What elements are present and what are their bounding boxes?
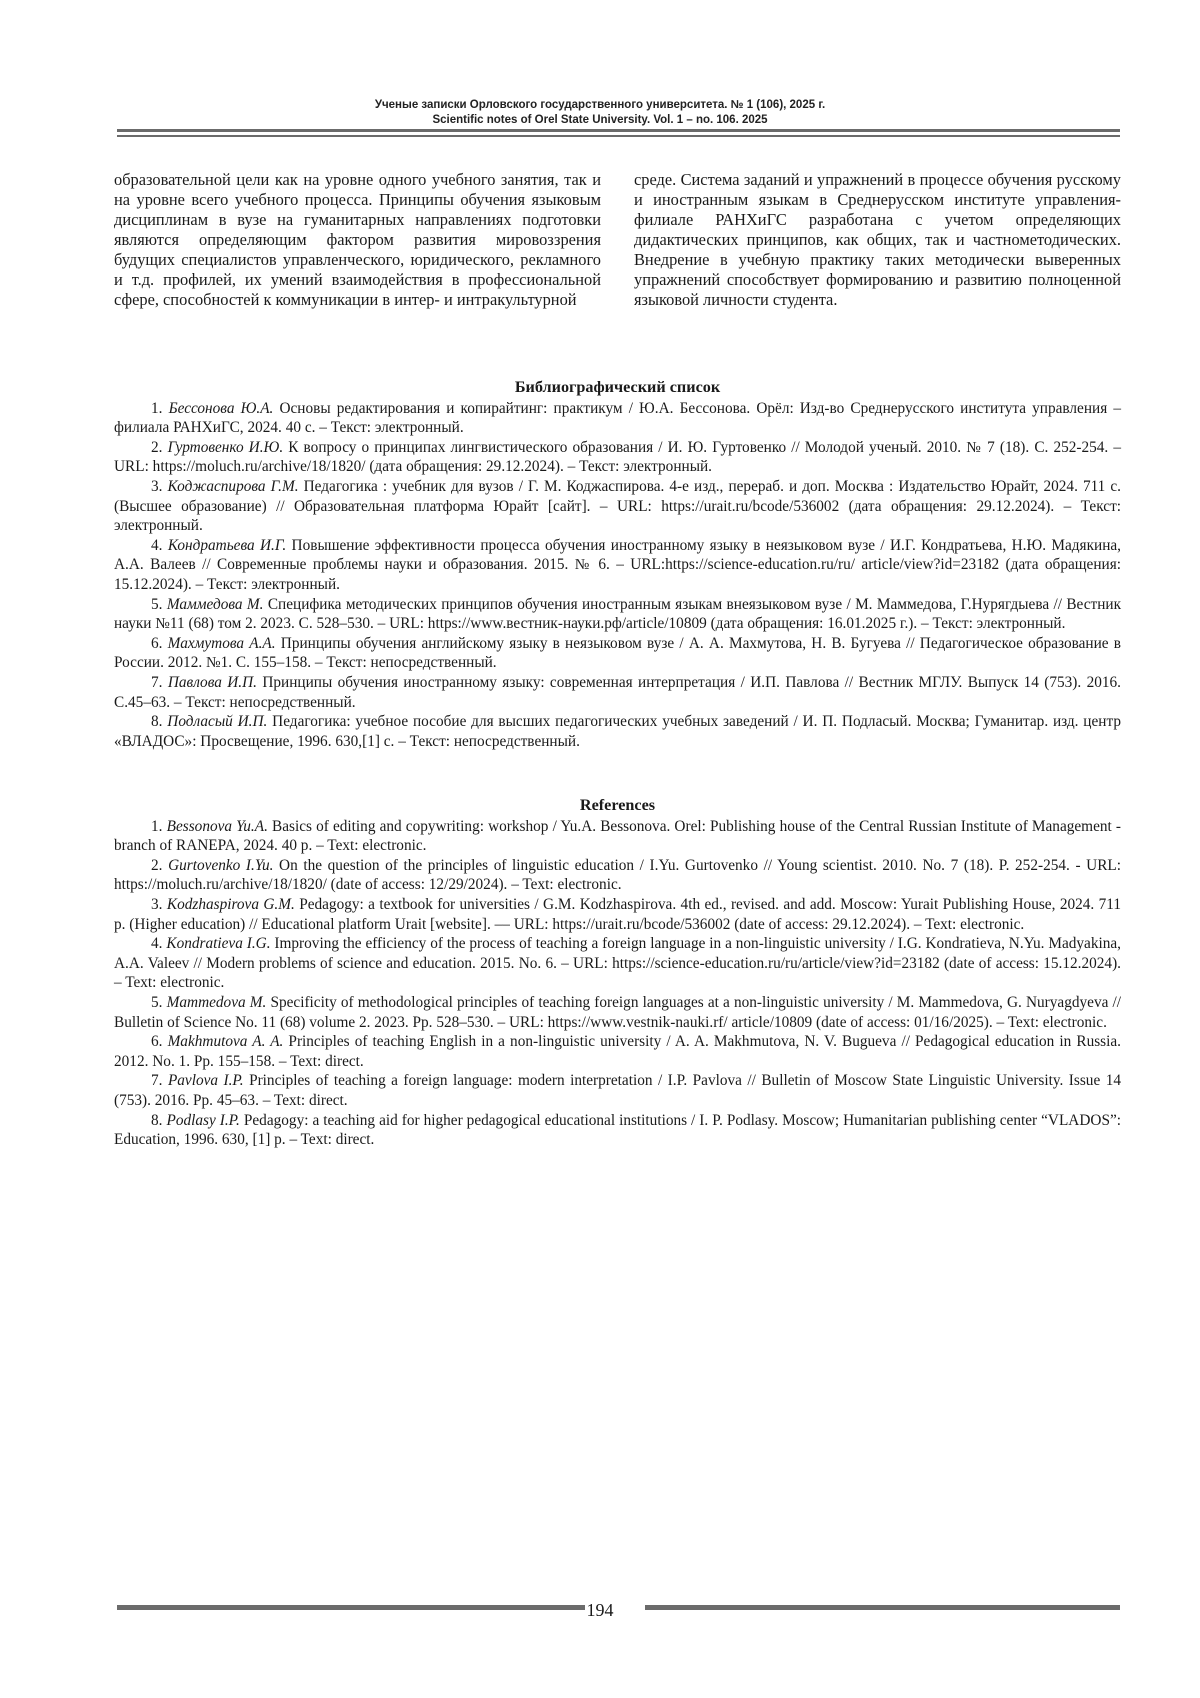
reference-entry [114,1032,1121,1071]
references-title: References [579,796,656,814]
reference-author: Gurtovenko I.Yu. [168,856,274,874]
reference-text: Basics of editing and copywriting: workshop / Yu.A. Bessonova. Orel: Publishing house of the Central Russian Institute of Management - branch of RANEPA, 2024. 40 p. – Text: electronic. [114,817,1121,855]
reference-text: Принципы обучения английскому языку в неязыковом вузе / А. А. Махмутова, Н. В. Бугуева // Педагогическое образование в России. 2012. №1. С. 155–158. – Текст: непосредственный. [114,634,1121,672]
reference-author: Podlasy I.P. [166,1111,240,1129]
reference-text: Pedagogy: a teaching aid for higher pedagogical educational institutions / I. P. Podlasy. Moscow; Humanitarian publishing center “VLADOS”: Education, 1996. 630, [1] p. – Text: direct. [114,1111,1121,1149]
reference-entry [114,993,1121,1032]
reference-number: 6. [151,1033,163,1051]
reference-number: 3. [151,477,163,495]
reference-number: 3. [151,895,163,913]
reference-author: Подласый И.П. [167,713,268,731]
reference-entry [114,895,1121,934]
reference-number: 4. [151,935,163,953]
left-column-text: образовательной цели как на уровне одного учебного занятия, так и на уровне всего учебного процесса. Принципы обучения языковым дисциплинам в вузе на гуманитарных направлениях подготовки являются определяющим фактором развития мировоззрения будущих специалистов управленческого, юридического, рекламного и т.д. профилей, их умений взаимодействия в профессиональной сфере, способностей к коммуникации в интер- и интракультурной [114,170,601,309]
reference-entry [114,934,1121,993]
reference-entry [114,817,1121,856]
reference-number: 8. [151,713,163,731]
reference-entry [114,673,1121,712]
reference-author: Pavlova I.P. [167,1072,244,1090]
reference-number: 4. [151,536,163,554]
reference-text: Специфика методических принципов обучения иностранным языкам внеязыковом вузе / М. Маммедова, Г.Нурягдыева // Вестник науки №11 (68) том 2. 2023. С. 528–530. – URL: https://www.вестник-науки.рф/article/10809 (дата обращения: 16.01.2025 г.). – Текст: электронный. [114,595,1122,633]
reference-entry [114,399,1121,438]
reference-number: 2. [151,856,163,874]
reference-text: Педагогика : учебник для вузов / Г. М. Коджаспирова. 4-е изд., перераб. и доп. Москва : Издательство Юрайт, 2024. 711 с. (Высшее образование) // Образовательная платформа Юрайт [сайт]. – URL: https://urait.ru/bcode/536002 (дата обращения: 29.12.2024). – Текст: электронный. [114,477,1121,535]
reference-text: Педагогика: учебное пособие для высших педагогических учебных заведений / И. П. Подласый. Москва; Гуманитар. изд. центр «ВЛАДОС»: Просвещение, 1996. 630,[1] с. – Текст: непосредственный. [114,713,1121,750]
reference-entry [114,536,1121,595]
running-head [0,98,1200,128]
reference-author: Kodzhaspirova G.M. [166,895,295,913]
reference-number: 2. [151,438,163,456]
bibliography-title: Библиографический список [514,378,721,396]
page-number: 194 [586,1600,614,1620]
reference-text: Pedagogy: a textbook for universities / G.M. Kodzhaspirova. 4th ed., revised. and add. Moscow: Yurait Publishing House, 2024. 711 p. (Higher education) // Educational platform Urait [website]. –– URL: https://urait.ru/bcode/536002 (date of access: 29.12.2024). – Text: electronic. [114,895,1122,933]
bibliography-section [114,378,1121,751]
reference-text: On the question of the principles of linguistic education / I.Yu. Gurtovenko // Young scientist. 2010. No. 7 (18). P. 252-254. - URL: https://moluch.ru/archive/18/1820/ (date of access: 12/29/2024). – Text: electronic. [114,856,1122,894]
reference-author: Гуртовенко И.Ю. [167,438,284,456]
reference-author: Kondratieva I.G. [166,935,271,953]
reference-author: Bessonova Yu.A. [166,817,268,835]
reference-text: Principles of teaching a foreign language: modern interpretation / I.P. Pavlova // Bulletin of Moscow State Linguistic University. Issue 14 (753). 2016. Pp. 45–63. – Text: direct. [114,1072,1121,1109]
reference-text: Принципы обучения иностранному языку: современная интерпретация / И.П. Павлова // Вестник МГЛУ. Выпуск 14 (753). 2016. С.45–63. – Текст: непосредственный. [114,673,1122,711]
header-rule-bottom [117,135,1120,137]
header-rule-top [117,129,1120,132]
reference-entry [114,856,1121,895]
reference-number: 1. [151,817,163,835]
reference-number: 1. [151,399,163,417]
footer-rule-left [117,1605,585,1610]
running-head-en: Scientific notes of Orel State University. Vol. 1 – no. 106. 2025 [432,114,768,126]
reference-author: Бессонова Ю.А. [168,399,274,417]
reference-number: 8. [151,1111,163,1129]
article-body-columns [114,170,1121,310]
references-section [114,796,1121,1150]
footer-rule-right [645,1605,1120,1610]
references-list [114,817,1121,1150]
reference-number: 7. [151,1072,163,1090]
reference-entry [114,712,1121,751]
reference-author: Коджаспирова Г.М. [167,477,299,495]
reference-author: Кондратьева И.Г. [167,536,287,554]
reference-author: Makhmutova A. A. [167,1033,284,1051]
reference-text: К вопросу о принципах лингвистического образования / И. Ю. Гуртовенко // Молодой ученый. 2010. № 7 (18). С. 252-254. – URL: https://moluch.ru/archive/18/1820/ (дата обращения: 29.12.2024). – Текст: электронный. [114,438,1121,476]
reference-entry [114,438,1121,477]
reference-number: 6. [151,634,163,652]
reference-author: Маммедова М. [166,595,264,613]
reference-author: Махмутова А.А. [167,634,276,652]
reference-text: Основы редактирования и копирайтинг: практикум / Ю.А. Бессонова. Орёл: Изд-во Среднерусского института управления – филиала РАНХиГС, 2024. 40 с. – Текст: электронный. [114,399,1121,437]
reference-author: Mammedova M. [166,993,267,1011]
reference-author: Павлова И.П. [167,673,257,691]
reference-entry [114,477,1121,536]
running-head-ru: Ученые записки Орловского государственного университета. № 1 (106), 2025 г. [374,99,826,111]
reference-entry [114,1111,1121,1150]
reference-entry [114,1071,1121,1110]
reference-text: Improving the efficiency of the process of teaching a foreign language in a non-linguistic university / I.G. Kondratieva, N.Yu. Madyakina, A.A. Valeev // Modern problems of science and education. 2015. No. 6. – URL: https://science-education.ru/ru/article/view?id=23182 (date of access: 15.12.2024). – Text: electronic. [114,935,1121,992]
right-column-text: среде. Система заданий и упражнений в процессе обучения русскому и иностранным языкам в Среднерусском институте управления-филиале РАНХиГС разработана с учетом определяющих дидактических принципов, как общих, так и частнометодических. Внедрение в учебную практику таких методически выверенных упражнений способствует формированию и развитию полноценной языковой личности студента. [634,170,1121,309]
reference-text: Principles of teaching English in a non-linguistic university / A. A. Makhmutova, N. V. Bugueva // Pedagogical education in Russia. 2012. No. 1. Pp. 155–158. – Text: direct. [114,1033,1121,1070]
reference-number: 5. [151,595,163,613]
reference-text: Повышение эффективности процесса обучения иностранному языку в неязыковом вузе / И.Г. Кондратьева, Н.Ю. Мадякина, А.А. Валеев // Современные проблемы науки и образования. 2015. № 6. – URL:https://science-education.ru/ru/ article/view?id=23182 (дата обращения: 15.12.2024). – Текст: электронный. [114,536,1121,593]
reference-entry [114,595,1121,634]
reference-number: 7. [151,673,163,691]
reference-number: 5. [151,993,163,1011]
bibliography-list [114,399,1121,752]
reference-entry [114,634,1121,673]
reference-text: Specificity of methodological principles of teaching foreign languages at a non-linguistic university / M. Mammedova, G. Nuryagdyeva // Bulletin of Science No. 11 (68) volume 2. 2023. Pp. 528–530. – URL: https://www.vestnik-nauki.rf/ article/10809 (date of access: 01/16/2025). – Text: electronic. [114,993,1122,1031]
